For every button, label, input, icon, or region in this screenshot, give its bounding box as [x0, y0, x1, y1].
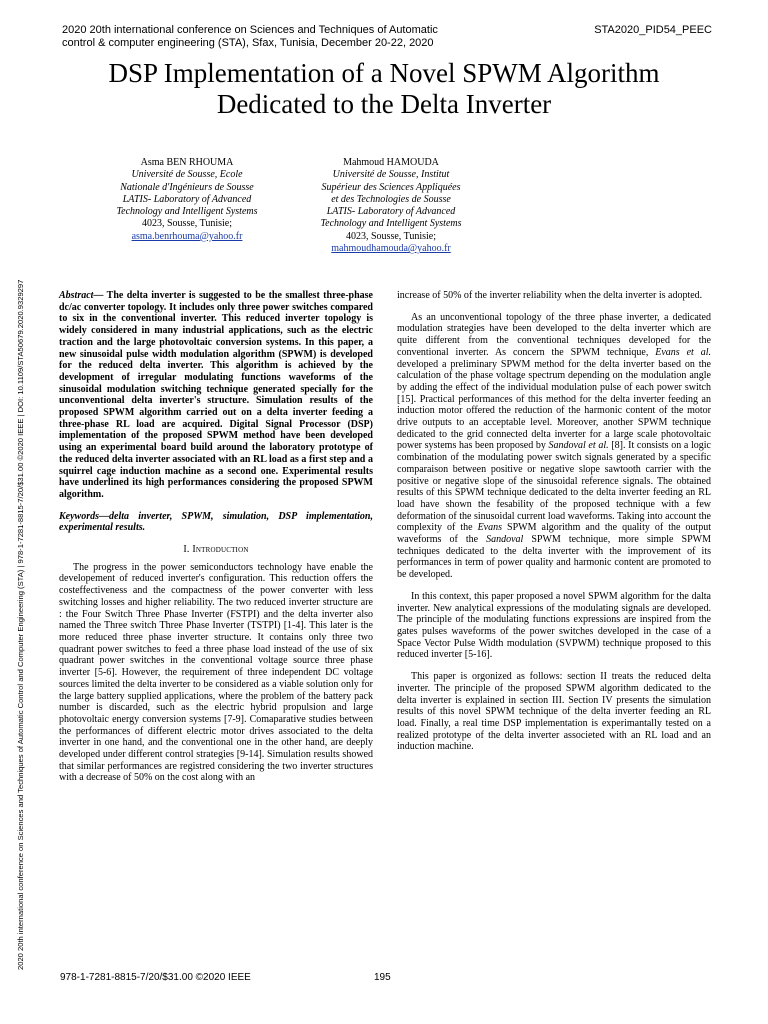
citation-name: Sandoval: [486, 534, 524, 546]
section-heading-introduction: I. Introduction: [183, 544, 249, 556]
keywords-text: delta inverter, SPWM, simulation, DSP implementation, experimental results.: [59, 510, 373, 534]
conference-line-2: control & computer engineering (STA), Sfax, Tunisia, December 20-22, 2020: [62, 37, 434, 49]
doi-sidebar-text: 2020 20th international conference on Sciences and Techniques of Automatic Control and Computer Engineering (STA) | 978-1-7281-8815-7/20/$31.00 ©2020 IEEE | DOI: 10.1109/STA50679.2020.9329297: [16, 279, 25, 970]
author-name: Mahmoud HAMOUDA: [343, 157, 439, 168]
author-affiliation: et des Technologies de Sousse: [331, 193, 451, 205]
author-affiliation: LATIS- Laboratory of Advanced: [326, 206, 456, 218]
conference-line-1: 2020 20th international conference on Sciences and Techniques of Automatic: [62, 24, 438, 36]
author-email-link[interactable]: asma.benrhouma@yahoo.fr: [131, 230, 243, 242]
page-number: 195: [374, 972, 391, 983]
text-span: SPWM technique, more simple SPWM techniques dedicated to the delta inverter with the improvement of its performances in term of power quality and harmonic content are promoted to be developed.: [397, 534, 711, 581]
author-affiliation: Technology and Intelligent Systems: [116, 206, 258, 218]
author-affiliation: Université de Sousse, Institut: [332, 169, 450, 181]
author-affiliation: Technology and Intelligent Systems: [320, 218, 462, 230]
keywords: [59, 511, 373, 534]
author-affiliation: Nationale d'Ingénieurs de Sousse: [120, 181, 254, 193]
doi-sidebar: [14, 80, 28, 970]
abstract-text: The delta inverter is suggested to be the smallest three-phase dc/ac converter topology. It includes only three power switches compared to six in the conventional inverter. This reduced inverter topology is widely considered in many industrial applications, such as the electric traction and the large photovoltaic conversion systems. In this paper, a new sinusoidal pulse width modulation algorithm (SPWM) is developed for the reduced delta inverter. This algorithm is achieved by the development of irregular modulating functions waveforms of the sinusoidal modulation switching technique generated specially for the unconventional delta inverter's structure. Simulation results of the proposed SPWM algorithm carried out on a delta inverter feeding a three-phase RL load are acquired. Digital Signal Processor (DSP) implementation of the proposed SPWM method have been developed using an experimental board build around the laboratory prototype of the reduced delta inverter associated with an RL load as a first step and a squirrel cage induction machine as a second one. Experimental results have underlined its high performances considering the proposed SPWM algorithm.: [59, 290, 373, 500]
paper-id: STA2020_PID54_PEEC: [594, 24, 712, 36]
abstract-label: Abstract—: [59, 290, 104, 301]
author-address: 4023, Sousse, Tunisie;: [141, 218, 233, 230]
intro-paragraph-3: In this context, this paper proposed a novel SPWM algorithm for the dalta inverter. New analytical expressions of the modulating signals are developed. The principle of the modulating functions expressions are inspired from the gates pulses waveforms of the power switches developed in the case of a Space Vector Pulse Width modulation (SVPWM) technique proposed to this reduced inverter [5-16].: [397, 590, 711, 661]
text-span: developed a preliminary SPWM method for the delta inverter based on the calculation of the phase voltage spectrum depending on the modulation angle by adding the effect of the individual modulation pulse of each power switch [15]. Practical performances of this method for the delta inverter feeding an induction motor offered the reduction of the harmonic content of the motor drive outputs to an acceptable level. Moreover, another SPWM technique dedicated to the grid connected delta inverter for a large scale photovoltaic power systems has been proposed by: [397, 358, 711, 452]
title-line-2: Dedicated to the Delta Inverter: [216, 89, 552, 119]
left-column: [59, 290, 373, 784]
intro-continuation: increase of 50% of the inverter reliability when the delta inverter is adopted.: [397, 290, 703, 301]
right-column: [397, 290, 711, 753]
author-email-link[interactable]: mahmoudhamouda@yahoo.fr: [331, 243, 451, 255]
intro-paragraph: The progress in the power semiconductors technology have enable the developement of reduced inverter's configuration. This reduction offers the costeffectiveness and the compactness of the power converter with less switching losses and higher reliability. The two reduced inverter structure are : the Four Switch Three Phase Inverter (FSTPI) and the delta inverter also named the Three switch Three Phase Inverter (TSTPI) [1-4]. This later is the more reduced three phase inverter structure. It contains only three two quadrant power switches to feed a three phase load instead of the use of six quadrant power switches in the conventional voltage source three phase inverter [5-6]. However, the requirement of three independent DC voltage sources limited the delta inverter to be considered as a viable solution only for the large battery supplied applications, where the problem of the battery pack number is discarded, such as the electric hybrid propulsion and large photovoltaic energy conversion systems [7-9]. Comaparative studies between the performances of different electric motor drives associated to the delta inverter in one hand, and the conventional one in the other hand, are deeply developed under different control strategies [9-14]. Simulation results showed that similar performances are registred considering the two inverter structures with a decrease of 50% on the cost along with an: [59, 561, 373, 784]
author-name: Asma BEN RHOUMA: [140, 157, 234, 168]
intro-paragraph-4: This paper is orgonized as follows: section II treats the reduced delta inverter. The principle of the proposed SPWM algorithm dedicated to the delta inverter is explained in section III. Section IV presents the simulation results of this novel SPWM technique of the delta inverter feeding an RL load. Finally, a real time DSP implementation is experimantally tested on a realized prototype of the delta inverter associeted with an RL load and an induction machine.: [397, 671, 711, 753]
author-affiliation: LATIS- Laboratory of Advanced: [122, 193, 252, 205]
author-affiliation: Université de Sousse, Ecole: [131, 169, 243, 181]
abstract: [59, 290, 373, 501]
text-span: SPWM algorithm and the quality of the output waveforms of the: [397, 522, 711, 546]
intro-paragraph-2: [397, 312, 711, 581]
keywords-label: Keywords—: [59, 510, 109, 522]
paper-title: [0, 58, 768, 120]
title-line-1: DSP Implementation of a Novel SPWM Algorithm: [108, 58, 660, 88]
conference-header: [62, 24, 492, 50]
footer-isbn: 978-1-7281-8815-7/20/$31.00 ©2020 IEEE: [60, 972, 251, 983]
text-span: As an unconventional topology of the three phase inverter, a dedicated modulation strategies have been developed to the delta inverter which are quite different from the conventional techniques developed for the conventional inverter. As concern the SPWM technique,: [397, 311, 711, 358]
author-block-1: [82, 157, 292, 243]
citation-name: Sandoval et al.: [548, 440, 609, 452]
author-block-2: [286, 157, 496, 255]
author-affiliation: Supérieur des Sciences Appliquées: [321, 181, 461, 193]
citation-name: Evans et al.: [655, 346, 711, 358]
text-span: [8]. It consists on a logic combination of the modulating power switch signals generated by a specific comparaison between positive or negative slope sawtooth carrier with the positive or negative slope of the sinusoidal reference signals. The obtained results of this SPWM technique dedicated to the delta inverter feeding an RL load have shown the fesability of the proposed technique with a few deformation of the sinusoidal current load waveforms. Taking into account the complexity of the: [397, 440, 711, 534]
author-address: 4023, Sousse, Tunisie;: [345, 230, 437, 242]
citation-name: Evans: [477, 522, 503, 534]
